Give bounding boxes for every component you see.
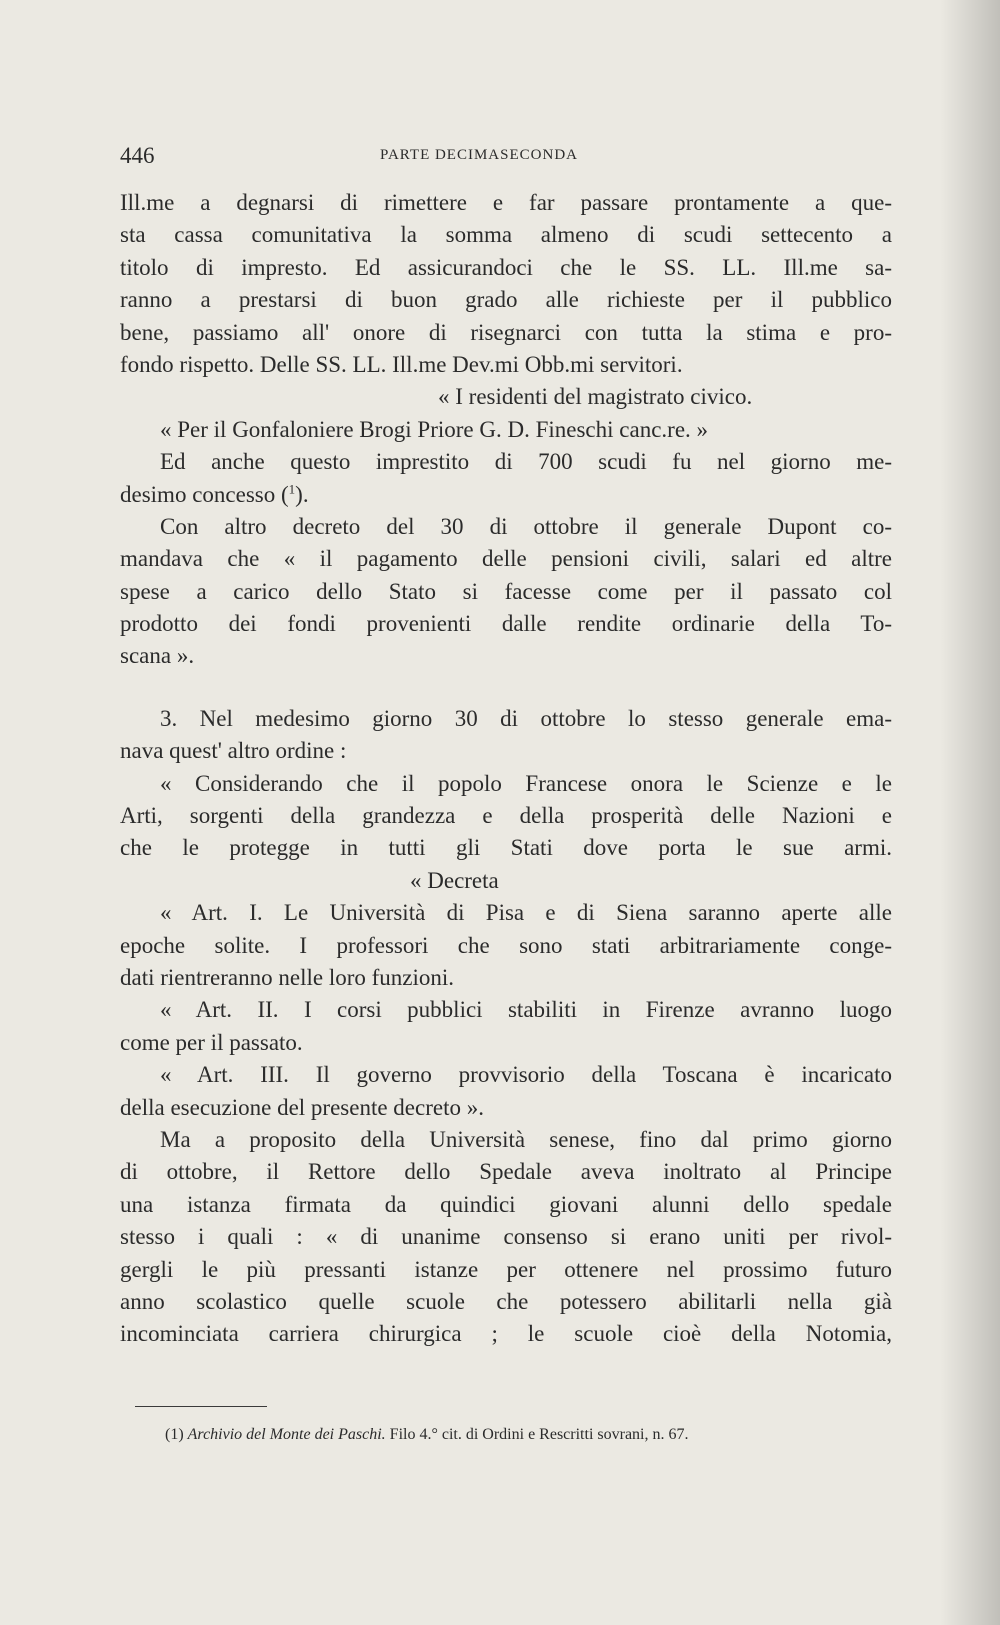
text-line: epoche solite. I professori che sono stati arbitrariamente conge- [120, 932, 892, 958]
signature-line: « I residenti del magistrato civico. [438, 384, 753, 410]
text-line: stesso i quali : « di unanime consenso si erano uniti per rivol- [120, 1224, 892, 1250]
page-header [120, 143, 880, 173]
text-line: desimo concesso ($^1$). [120, 480, 309, 507]
footnote-ref: 1 [288, 480, 296, 496]
section-start-line: 3. Nel medesimo giorno 30 di ottobre lo stesso generale ema- [160, 705, 892, 731]
text-line: nava quest' altro ordine : [120, 738, 347, 764]
text-line: prodotto dei fondi provenienti dalle rendite ordinarie della To- [120, 611, 892, 637]
text-line: Ill.me a degnarsi di rimettere e far passare prontamente a que- [120, 190, 892, 215]
text-line: « Considerando che il popolo Francese onora le Scienze e le [160, 770, 892, 796]
line-text: desimo concesso [120, 481, 276, 507]
text-line: « Art. I. Le Università di Pisa e di Siena saranno aperte alle [160, 900, 892, 926]
text-line: gergli le più pressanti istanze per ottenere nel prossimo futuro [120, 1256, 892, 1282]
text-line: una istanza firmata da quindici giovani alunni dello spedale [120, 1191, 892, 1217]
text-line: Con altro decreto del 30 di ottobre il generale Dupont co- [160, 513, 892, 539]
text-line: titolo di impresto. Ed assicurandoci che le SS. LL. Ill.me sa- [120, 254, 892, 280]
footnote-marker: (1) [165, 1426, 184, 1443]
footnote-divider [135, 1406, 267, 1407]
text-line: come per il passato. [120, 1029, 303, 1055]
page-number: 446 [120, 143, 155, 168]
text-line: sta cassa comunitativa la somma almeno di scudi settecento a [120, 222, 892, 248]
text-line: spese a carico dello Stato si facesse come per il passato col [120, 578, 892, 604]
line-end: . [302, 481, 309, 507]
text-line: incominciata carriera chirurgica ; le scuole cioè della Notomia, [120, 1321, 892, 1347]
footnote [165, 1426, 688, 1444]
body-text [120, 187, 892, 1351]
text-line: scana ». [120, 643, 195, 669]
text-line: ranno a prestarsi di buon grado alle richieste per il pubblico [120, 287, 892, 313]
text-line: della esecuzione del presente decreto ». [120, 1094, 484, 1120]
text-line: bene, passiamo all' onore di risegnarci con tutta la stima e pro- [120, 319, 892, 345]
text-line: Arti, sorgenti della grandezza e della prosperità delle Nazioni e [120, 803, 892, 829]
page-edge-shadow [940, 0, 1000, 1625]
text-line: « Art. III. Il governo provvisorio della Toscana è incaricato [160, 1062, 892, 1088]
signature-line: « Per il Gonfaloniere Brogi Priore G. D. Fineschi canc.re. » [160, 416, 709, 442]
text-line: anno scolastico quelle scuole che potessero abilitarli nella già [120, 1288, 892, 1314]
text-line: « Art. II. I corsi pubblici stabiliti in Firenze avranno luogo [160, 997, 892, 1023]
footnote-text: Filo 4.° cit. di Ordini e Rescritti sovrani, n. 67. [389, 1426, 689, 1443]
running-head: PARTE DECIMASECONDA [380, 147, 578, 163]
text-line: dati rientreranno nelle loro funzioni. [120, 964, 455, 990]
text-line: fondo rispetto. Delle SS. LL. Ill.me Dev.mi Obb.mi servitori. [120, 351, 683, 377]
text-line: Ed anche questo imprestito di 700 scudi fu nel giorno me- [160, 449, 892, 475]
text-line: mandava che « il pagamento delle pensioni civili, salari ed altre [120, 546, 892, 572]
decree-heading: « Decreta [410, 867, 499, 893]
text-line: che le protegge in tutti gli Stati dove porta le sue armi. [120, 835, 892, 861]
footnote-source: Archivio del Monte dei Paschi. [187, 1426, 386, 1443]
text-line: di ottobre, il Rettore dello Spedale aveva inoltrato al Principe [120, 1159, 892, 1185]
text-line: Ma a proposito della Università senese, fino dal primo giorno [160, 1126, 892, 1152]
